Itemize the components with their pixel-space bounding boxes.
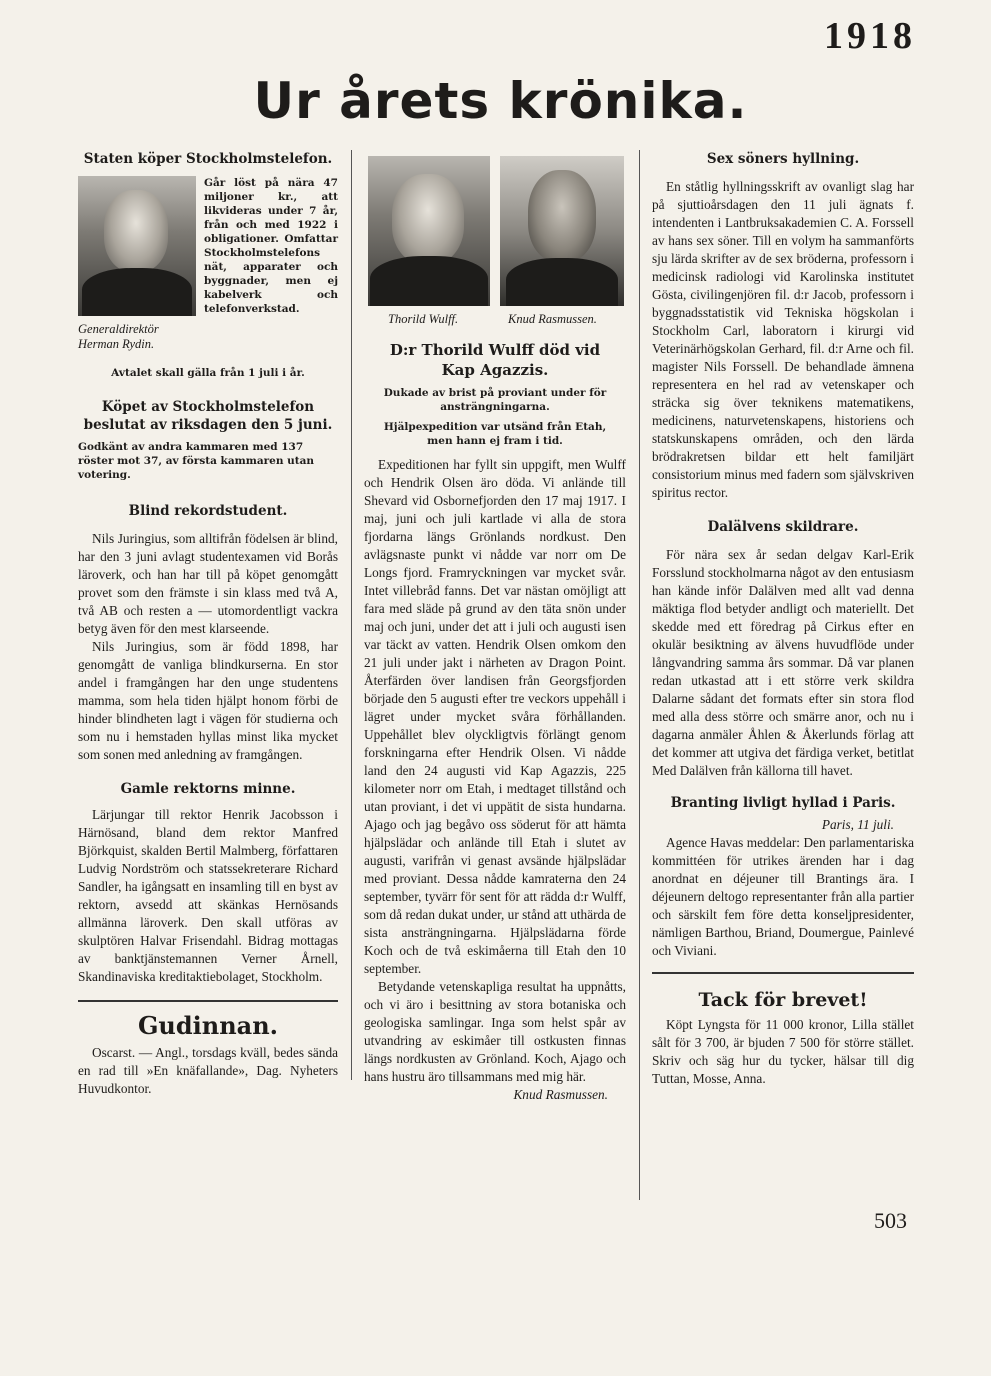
portrait-caption-rydin: Generaldirektör Herman Rydin. — [78, 322, 159, 351]
article-branting-para-1: Agence Havas meddelar: Den parlamentariska kommittéen för utrikes ärenden har i dag anordnat en déjeuner till Brantings ära. I déjeunern deltogo representanter från alla partier och särskilt fem före detta konseljpresidenter, nämligen Barthou, Briand, Doumergue, Painlevé och Viviani. — [652, 835, 914, 958]
article-rektor-headline: Gamle rektorns minne. — [120, 781, 296, 797]
article-stockholmstelefon-headline: Staten köper Stockholmstelefon. — [83, 151, 333, 167]
column-left — [78, 150, 338, 1098]
portrait-herman-rydin — [78, 176, 196, 316]
article-stockholmstelefon-tail: Avtalet skall gälla från 1 juli i år. — [111, 367, 305, 379]
article-blind-student-para-2: Nils Juringius, som är född 1898, har genomgått de vanliga blindkurserna. En stor andel i framgången har den unge studentens mamma, som hela tiden hjälpt honom förbi de hinder blindheten lagt i vägen för studierna och som nu i hemstaden hyllas minst lika mycket som sonen med anledning av framgången. — [78, 639, 338, 762]
article-wulff-sub-1: Dukade av brist på proviant under för ansträngningarna. — [383, 387, 607, 413]
article-gudinnan-para-1: Oscarst. — Angl., torsdags kväll, bedes sända en rad till »En knäfallande», Dag. Nyheters Huvudkontor. — [78, 1045, 338, 1096]
article-forssell-headline: Sex söners hyllning. — [706, 151, 860, 167]
article-wulff-para-2: Betydande vetenskapliga resultat ha uppnåtts, och vi äro i besittning av stora botaniska och geologiska samlingar. Inga som helst spår av utvandring av eskimåer till ostkusten finnas längs nordkusten av Grönland. Koch, Ajago och hans hustru äro tillsammans med mig här. — [364, 979, 626, 1084]
article-dalalven-headline: Dalälvens skildrare. — [707, 519, 859, 535]
article-tack-para-1: Köpt Lyngsta för 11 000 kronor, Lilla stället sålt för 3 700, är bjuden 7 500 för större stället. Skriv och säg hur du tycker, hälsar till dig Tuttan, Mosse, Anna. — [652, 1017, 914, 1086]
article-riksdag-summary: Godkänt av andra kammaren med 137 röster mot 37, av första kammaren utan votering. — [78, 441, 315, 481]
article-wulff-signature: Knud Rasmussen. — [513, 1087, 608, 1102]
divider-gudinnan — [78, 1000, 338, 1002]
article-wulff-para-1: Expeditionen har fyllt sin uppgift, men Wulff och Hendrik Olsen äro döda. Vi anlände till Shevard vid Osbornefjorden den 17 maj 1917. I maj, juni och juli kartlade vi alla de stora fjordarna längs Grönlands nordkust. Den avlägsnaste punkt vi nådde var norr om De Longs fjord. Framryckningen var mycket svår. Intet villebråd fanns. Det var nästan omöjligt att fara med släde på grund av den täta snön under maj och juni, under det att i juli och augusti isen var täckt av vatten. Hendrik Olsen omkom den 21 juli under jakt i närheten av Dragon Point. Återfärden över landisen från Georgsfjorden började den 5 augusti efter tre veckors uppehåll i lägret under mycket svåra förhållanden. Uppehållet blev olyckligtvis förlängt genom forskningarna efter Hendrik Olsen. Vi nådde land den 24 augusti vid Kap Agazzis, 225 kilometer norr om Etah, i medtaget tillstånd och utan proviant, i det vi uppätit de sista hundarna. Ajago och jag begåvo oss söderut för att hämta hjälpslädar och anlände till Etah i slutet av augusti, varifrån vi genast avsände hjälpslädar med proviant. Dessa nådde kamraterna den 24 september, tyvärr för sent för att rädda d:r Wulff, som då redan dukat under, ur stånd att uthärda de sista ansträngningarna. Hjälpslädarna förde Koch och de två eskimåerna till Etah den 10 september. — [364, 457, 626, 976]
portrait-knud-rasmussen — [500, 156, 624, 306]
article-dalalven-para-1: För nära sex år sedan delgav Karl-Erik Forsslund stockholmarna något av den entusiasm han kände inför Dalälven med allt vad denna mäktiga flod betyder andligt och materiellt. Det skedde med ett föredrag på Cirkus efter en okulär besiktning av älvens huvudflöde under långvandring samma års sommar. Då var planen redan utkastad att i ett större verk skildra Dalarne sådant det formats efter sin stora flod med alla dess större och smärre anor, och nu i dagarna anmäler Åhlen & Åkerlunds förlag att det kommer att utgiva det färdiga verket, betitlat Med Dalälven från källorna till havet. — [652, 547, 914, 778]
page-year: 1918 — [824, 15, 916, 57]
article-wulff-sub-2: Hjälpexpedition var utsänd från Etah, men hann ej fram i tid. — [383, 421, 607, 447]
column-right — [652, 150, 914, 1088]
article-wulff-headline: D:r Thorild Wulff död vid Kap Agazzis. — [389, 341, 601, 379]
article-blind-student-headline: Blind rekordstudent. — [128, 503, 288, 519]
article-riksdag-headline: Köpet av Stockholmstelefon beslutat av riksdagen den 5 juni. — [83, 399, 333, 433]
column-divider-1 — [351, 150, 352, 1080]
article-branting-dateline: Paris, 11 juli. — [821, 817, 894, 832]
article-branting-headline: Branting livligt hyllad i Paris. — [670, 795, 896, 811]
article-gudinnan-headline: Gudinnan. — [137, 1011, 279, 1040]
article-tack-headline: Tack för brevet! — [698, 989, 868, 1011]
page-title: Ur årets krönika. — [253, 72, 748, 130]
article-stockholmstelefon-summary: Går löst på nära 47 miljoner kr., att likvideras under 7 år, från och med 1922 i obligationer. Omfattar Stockholmstelefons nät, apparater och byggnader, men ej kabelverk och telefonverkstad. — [204, 177, 338, 315]
column-divider-2 — [639, 150, 640, 1200]
page-number: 503 — [874, 1208, 907, 1233]
divider-tack — [652, 972, 914, 974]
article-blind-student-para-1: Nils Juringius, som alltifrån födelsen är blind, har den 3 juni avlagt studentexamen vid Borås läroverk, och han har till på köpet genomgått provet som den främste i sin klass med två A, två AB och resten a — utomordentligt vackra betyg även för den mest klarseende. — [78, 531, 338, 636]
portrait-caption-rasmussen: Knud Rasmussen. — [508, 312, 597, 326]
article-rektor-para-1: Lärjungar till rektor Henrik Jacobsson i Härnösand, bland dem rektor Manfred Björkquist, skalden Bertil Malmberg, författaren Ludvig Nordström och statssekreterare Richard Sandler, ha igångsatt en insamling till en byst av rektorn, avsedd att skänkas Hernösands allmänna läroverk. Den skall utföras av skulptören Halvar Frisendahl. Bidrag mottagas av banktjänstemannen Verner Årnell, Skandinaviska kreditaktiebolaget, Stockholm. — [78, 807, 338, 984]
portrait-caption-wulff: Thorild Wulff. — [388, 312, 459, 326]
column-center — [364, 150, 626, 1104]
article-forssell-para-1: En ståtlig hyllningsskrift av ovanligt slag har på sjuttioårsdagen den 11 juli ägnats f. intendenten i Lantbruksakademien C. A. Forssell av hans sex söner. Till en volym ha sammanförts sju lärda skrifter av de sex bröderna, professorn i medicinsk radiologi vid Karolinska institutet Gösta, civilingenjören fil. d:r Jacob, professorn i byggnadsstatistik vid Tekniska högskolan i Stockholm Carl, laboratorn i kirurgi vid Veterinärhögskolan Gerhard, fil. d:r Arne och fil. magister Nils Forssell. De behandlade ämnena representera en hel rad av vetenskaper och sträcka sig över teknikens matematikens, medicinens, naturvetenskapens, historiens och statskunskapens områden, och den lärda brödrakretsen bildar ett helt familjärt consistorium minus med fadern som självskriven spiritus rector. — [652, 179, 914, 500]
portrait-thorild-wulff — [368, 156, 490, 306]
